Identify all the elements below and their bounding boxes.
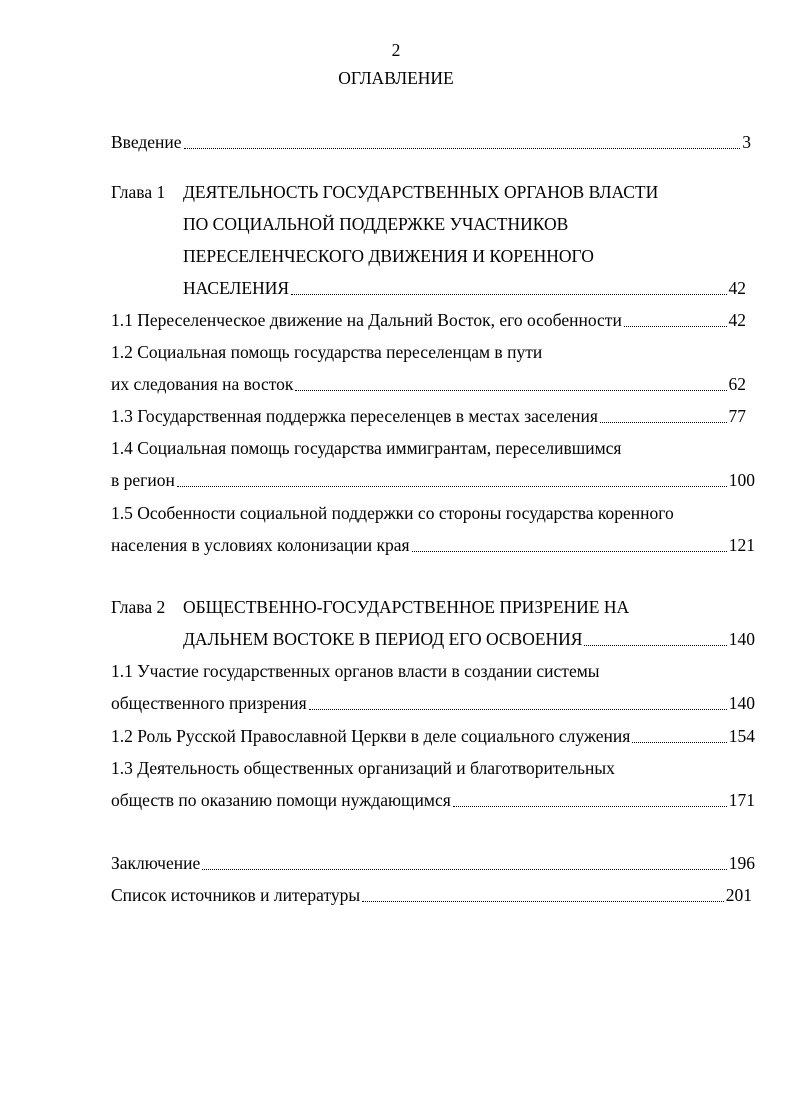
- toc-entry-bibliography[interactable]: [111, 885, 752, 909]
- toc-entry-2-2[interactable]: [111, 726, 755, 750]
- toc-page: 42: [728, 278, 746, 298]
- toc-label: 1.3 Государственная поддержка переселенцев в местах заселения: [111, 406, 598, 426]
- dot-leader: [412, 550, 727, 552]
- toc-label: Введение: [111, 132, 182, 152]
- chapter1-label: Глава 1: [111, 182, 166, 202]
- toc-page: 171: [728, 790, 755, 810]
- dot-leader: [584, 644, 726, 646]
- dot-leader: [453, 805, 727, 807]
- chapter1-title-line: ПЕРЕСЕЛЕНЧЕСКОГО ДВИЖЕНИЯ И КОРЕННОГО: [183, 246, 594, 266]
- toc-page: 201: [725, 885, 752, 905]
- toc-entry-conclusion[interactable]: [111, 853, 755, 877]
- dot-leader: [291, 293, 726, 295]
- toc-label: ДАЛЬНЕМ ВОСТОКЕ В ПЕРИОД ЕГО ОСВОЕНИЯ: [183, 629, 583, 649]
- chapter1-title-line: ПО СОЦИАЛЬНОЙ ПОДДЕРЖКЕ УЧАСТНИКОВ: [183, 214, 569, 234]
- toc-entry-1-4-line: 1.4 Социальная помощь государства иммигрантам, переселившимся: [111, 438, 622, 458]
- toc-label: 1.1 Переселенческое движение на Дальний Восток, его особенности: [111, 310, 622, 330]
- toc-label: НАСЕЛЕНИЯ: [183, 278, 290, 298]
- dot-leader: [177, 485, 727, 487]
- toc-page: 3: [742, 132, 751, 152]
- dot-leader: [184, 147, 741, 149]
- dot-leader: [600, 421, 727, 423]
- toc-label: в регион: [111, 470, 175, 490]
- toc-entry-2-3[interactable]: [111, 790, 755, 814]
- toc-page: 100: [728, 470, 755, 490]
- toc-entry-2-3-line: 1.3 Деятельность общественных организаций и благотворительных: [111, 758, 615, 778]
- toc-entry-chapter1[interactable]: [183, 278, 746, 302]
- toc-entry-2-1-line: 1.1 Участие государственных органов власти в создании системы: [111, 661, 600, 681]
- dot-leader: [632, 741, 726, 743]
- page-number: 2: [391, 40, 401, 60]
- toc-page: 121: [728, 535, 755, 555]
- toc-entry-chapter2[interactable]: [183, 629, 755, 653]
- toc-entry-1-3[interactable]: [111, 406, 746, 430]
- toc-page: 62: [728, 374, 746, 394]
- toc-entry-1-1[interactable]: [111, 310, 746, 334]
- chapter2-title-line: ОБЩЕСТВЕННО-ГОСУДАРСТВЕННОЕ ПРИЗРЕНИЕ НА: [183, 597, 630, 617]
- page-title: ОГЛАВЛЕНИЕ: [338, 68, 454, 88]
- toc-label: населения в условиях колонизации края: [111, 535, 410, 555]
- toc-label: Список источников и литературы: [111, 885, 361, 905]
- toc-entry-1-5[interactable]: [111, 535, 755, 559]
- toc-label: 1.2 Роль Русской Православной Церкви в деле социального служения: [111, 726, 631, 746]
- dot-leader: [624, 325, 727, 327]
- toc-label: Заключение: [111, 853, 201, 873]
- toc-page: 140: [728, 629, 755, 649]
- chapter1-title-line: ДЕЯТЕЛЬНОСТЬ ГОСУДАРСТВЕННЫХ ОРГАНОВ ВЛАСТИ: [183, 182, 659, 202]
- toc-label: их следования на восток: [111, 374, 294, 394]
- toc-entry-1-2[interactable]: [111, 374, 746, 398]
- toc-label: обществ по оказанию помощи нуждающимся: [111, 790, 451, 810]
- dot-leader: [362, 900, 724, 902]
- toc-entry-1-5-line: 1.5 Особенности социальной поддержки со стороны государства коренного: [111, 503, 674, 523]
- chapter2-label: Глава 2: [111, 597, 166, 617]
- toc-page: 154: [728, 726, 755, 746]
- toc-entry-1-2-line: 1.2 Социальная помощь государства переселенцам в пути: [111, 342, 543, 362]
- toc-page: 42: [728, 310, 746, 330]
- toc-entry-intro[interactable]: [111, 132, 751, 156]
- toc-entry-2-1[interactable]: [111, 693, 755, 717]
- toc-page: 140: [728, 693, 755, 713]
- dot-leader: [202, 868, 727, 870]
- toc-label: общественного призрения: [111, 693, 307, 713]
- toc-page: 196: [728, 853, 755, 873]
- toc-page: 77: [728, 406, 746, 426]
- dot-leader: [309, 708, 727, 710]
- dot-leader: [295, 389, 726, 391]
- toc-entry-1-4[interactable]: [111, 470, 755, 494]
